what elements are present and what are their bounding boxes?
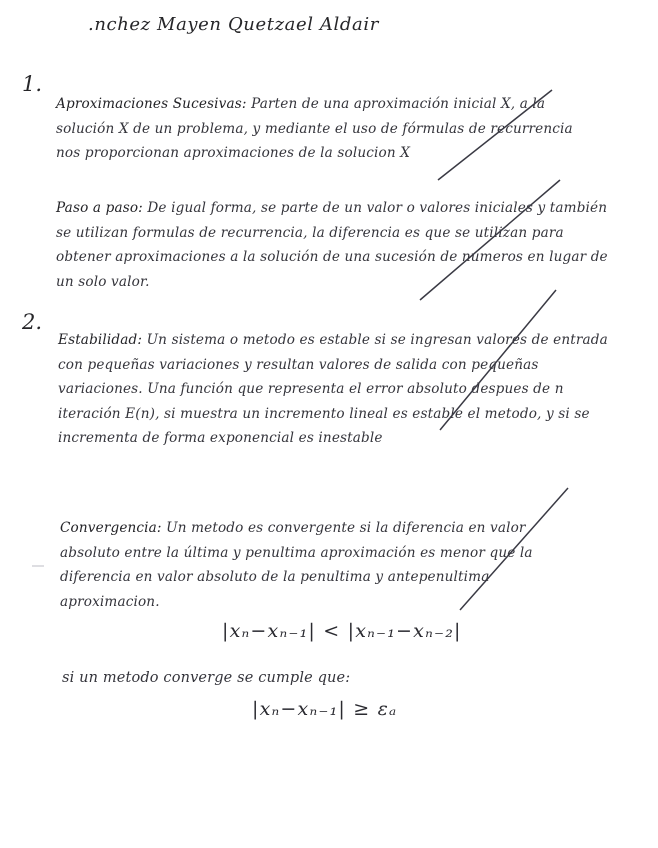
definition-estabilidad: Un sistema o metodo es estable si se ingresan valores de entrada con pequeñas variaciones y resultan valores de salida con pequeñas variaciones. Una función que representa el error absoluto despues de n iteración E(n), si muestra un incremento lineal es estable el metodo, y si se incrementa de forma exponencial es inestable <box>58 332 608 446</box>
convergence-inequality: |xₙ−xₙ₋₁| < |xₙ₋₁−xₙ₋₂| <box>222 620 462 642</box>
definition-aproximaciones-sucesivas: Parten de una aproximación inicial X, a la solución X de un problema, y mediante el uso de fórmulas de recurrencia nos proporcionan aproximaciones de la solucion X <box>56 96 573 161</box>
question-number-1: 1. <box>22 72 43 96</box>
question-number-2: 2. <box>22 310 43 334</box>
tolerance-inequality: |xₙ−xₙ₋₁| ≥ εₐ <box>252 698 398 720</box>
check-slash-icon <box>420 180 560 300</box>
check-slash-icon <box>460 488 568 610</box>
definition-convergencia: Un metodo es convergente si la diferencia en valor absoluto entre la última y penultima aproximación es menor que la diferencia en valor absoluto de la penultima y antepenultima aproximacion. <box>60 520 533 610</box>
term-convergencia: Convergencia: <box>60 520 162 536</box>
author-name: .nchez Mayen Quetzael Aldair <box>88 14 379 35</box>
definition-paso-a-paso: De igual forma, se parte de un valor o valores iniciales y también se utilizan formulas de recurrencia, la diferencia es que se utilizan para obtener aproximaciones a la solución de una sucesión de numeros en lugar de un solo valor. <box>56 200 608 290</box>
check-slash-icon <box>440 290 556 430</box>
term-aproximaciones-sucesivas: Aproximaciones Sucesivas: <box>56 96 247 112</box>
convergence-condition-note: si un metodo converge se cumple que: <box>62 670 351 686</box>
term-paso-a-paso: Paso a paso: <box>56 200 143 216</box>
term-estabilidad: Estabilidad: <box>58 332 143 348</box>
check-slash-icon <box>438 90 552 180</box>
